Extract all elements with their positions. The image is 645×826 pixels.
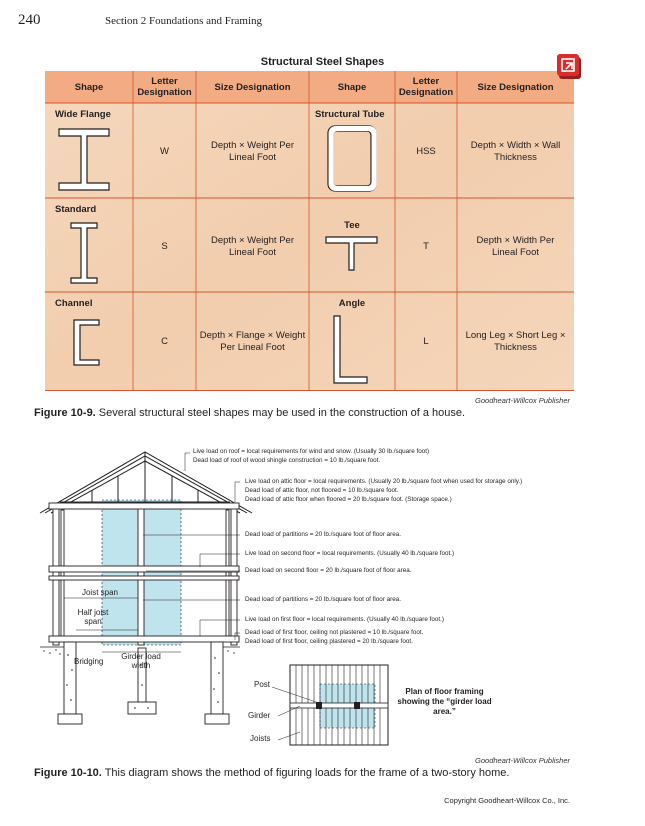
load-note-10: Live load on first floor = local requirements. (Usually 40 lb./square foot.) [245,616,444,623]
post-label: Post [254,680,271,689]
letter-designation-t: T [423,241,429,252]
shape-name-angle: Angle [338,298,366,309]
size-designation-c: Depth × Flange × Weight Per Lineal Foot [199,330,306,353]
column-header-letter: Letter Designation [137,76,192,98]
shape-name-wide-flange: Wide Flange [55,109,111,120]
figure-10-caption-label: Figure 10-10. [34,767,102,779]
letter-designation-hss: HSS [416,146,436,157]
letter-designation-w: W [160,146,169,157]
load-note-8: Dead load on second floor = 20 lb./square foot of floor area. [245,567,412,574]
floor-framing-plan [272,665,388,745]
linked-resource-icon[interactable] [557,53,585,81]
figure-9-credit: Goodheart-Willcox Publisher [475,396,570,405]
column-header-shape-2: Shape [337,82,367,93]
shape-name-standard: Standard [55,204,97,215]
figure-10-caption-text: This diagram shows the method of figuring loads for the frame of a two-story home. [101,767,510,779]
bridging-label: Bridging [74,657,104,666]
load-note-6: Dead load of partitions = 20 lb./square foot of floor area. [245,531,401,538]
load-note-7: Live load on second floor = local requirements. (Usually 40 lb./square foot.) [245,550,455,557]
page-number: 240 [18,12,41,28]
letter-designation-l: L [423,336,429,347]
joists-label: Joists [250,734,271,743]
figure-9-caption [34,407,465,419]
table-title: Structural Steel Shapes [260,56,385,68]
load-note-11: Dead load of first floor, ceiling not plastered = 10 lb./square foot. [245,629,424,636]
figure-9-caption-label: Figure 10-9. [34,407,96,419]
size-designation-hss: Depth × Width × Wall Thickness [470,140,561,163]
figure-10-credit: Goodheart-Willcox Publisher [475,756,570,765]
load-note-9: Dead load of partitions = 20 lb./square foot of floor area. [245,596,401,603]
half-joist-span-label: Half joist span [77,608,109,626]
resource-icon-graphic [557,53,585,81]
plan-caption: Plan of floor framing showing the “girder load area.” [397,687,492,716]
section-heading: Section 2 Foundations and Framing [105,15,263,27]
figure-9-caption-text: Several structural steel shapes may be used in the construction of a house. [95,407,466,419]
letter-designation-s: S [161,241,168,252]
shape-name-structural-tube: Structural Tube [315,109,385,120]
figure-10-caption [34,767,509,779]
girder-label: Girder [248,711,271,720]
steel-shapes-table [45,71,574,391]
girder-load-width-label: Girder load width [121,652,161,670]
shape-name-channel: Channel [55,298,93,309]
joist-span-label: Joist span [81,588,119,597]
column-header-letter-2: Letter Designation [398,76,454,98]
load-note-2: Dead load of roof of wood shingle construction = 10 lb./square foot. [193,457,381,464]
column-header-shape: Shape [74,82,104,93]
size-designation-s: Depth × Weight Per Lineal Foot [211,235,294,258]
size-designation-w: Depth × Weight Per Lineal Foot [211,140,294,163]
load-note-5: Dead load of attic floor when floored = 20 lb./square foot. (Storage space.) [245,496,452,503]
size-designation-l: Long Leg × Short Leg × Thickness [465,330,566,353]
load-note-3: Live load on attic floor = local requirements. (Usually 20 lb./square foot when used for storage only.) [245,478,523,485]
column-header-size: Size Designation [214,82,291,93]
shape-name-tee: Tee [344,220,360,231]
size-designation-t: Depth × Width Per Lineal Foot [476,235,555,258]
load-note-12: Dead load of first floor, ceiling plastered = 20 lb./square foot. [245,638,413,645]
copyright-notice: Copyright Goodheart-Willcox Co., Inc. [444,796,570,805]
column-header-size-2: Size Designation [477,82,554,93]
load-note-1: Live load on roof = local requirements for wind and snow. (Usually 30 lb./square foot) [193,448,430,455]
letter-designation-c: C [161,336,168,347]
load-note-4: Dead load of attic floor, not floored = 10 lb./square foot. [245,487,399,494]
